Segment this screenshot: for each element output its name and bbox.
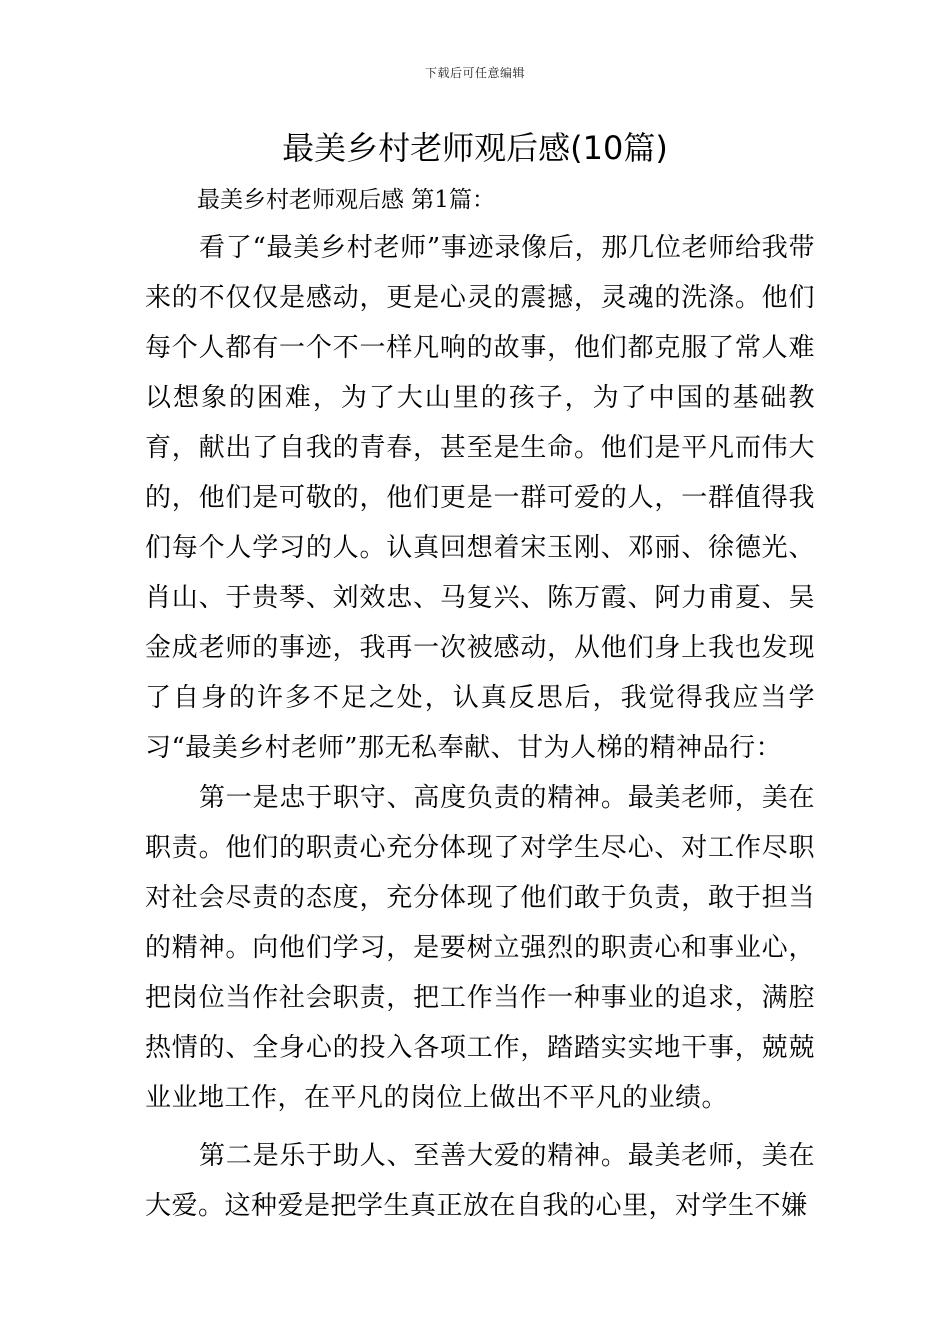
paragraph-3: 第二是乐于助人、至善大爱的精神。最美老师，美在大爱。这种爱是把学生真正放在自我的心里，对学生不嫌	[145, 1141, 815, 1221]
document-body	[145, 223, 815, 1231]
section-heading: 最美乡村老师观后感 第1篇：	[197, 187, 495, 213]
header-note: 下载后可任意编辑	[424, 66, 525, 80]
paragraph-2: 第一是忠于职守、高度负责的精神。最美老师，美在职责。他们的职责心充分体现了对学生尽心、对工作尽职对社会尽责的态度，充分体现了他们敢于负责，敢于担当的精神。向他们学习，是要树立强烈的职责心和事业心，把岗位当作社会职责，把工作当作一种事业的追求，满腔热情的、全身心的投入各项工作，踏踏实实地干事，兢兢业业地工作，在平凡的岗位上做出不平凡的业绩。	[145, 783, 815, 1113]
document-title: 最美乡村老师观后感(10篇)	[282, 129, 668, 167]
paragraph-1: 看了“最美乡村老师”事迹录像后，那几位老师给我带来的不仅仅是感动，更是心灵的震撼，灵魂的洗涤。他们每个人都有一个不一样凡响的故事，他们都克服了常人难以想象的困难，为了大山里的孩子，为了中国的基础教育，献出了自我的青春，甚至是生命。他们是平凡而伟大的，他们是可敬的，他们更是一群可爱的人，一群值得我们每个人学习的人。认真回想着宋玉刚、邓丽、徐德光、肖山、于贵琴、刘效忠、马复兴、陈万霞、阿力甫夏、吴金成老师的事迹，我再一次被感动，从他们身上我也发现了自身的许多不足之处，认真反思后，我觉得我应当学习“最美乡村老师”那无私奉献、甘为人梯的精神品行：	[145, 233, 815, 763]
